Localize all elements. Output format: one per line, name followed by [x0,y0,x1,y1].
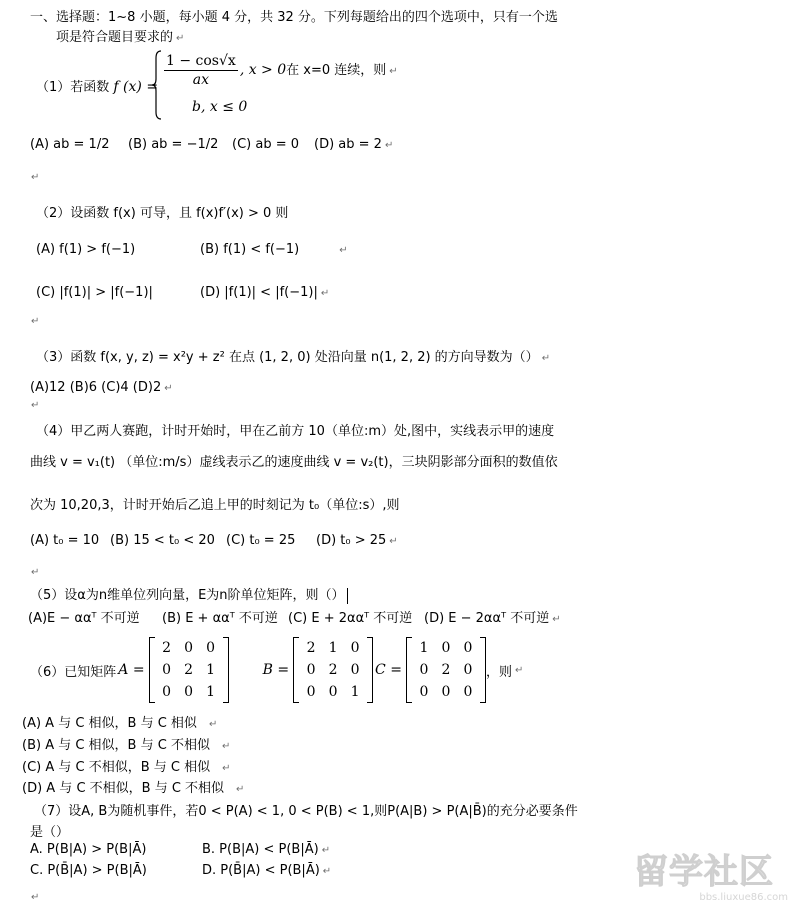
q3-options-text: (A)12 (B)6 (C)4 (D)2 [30,380,162,395]
matrix-a [149,637,229,703]
matrix-a-cell: 2 [184,662,194,678]
paragraph-mark: ↵ [236,784,245,795]
q3-text: （3）函数 f(x, y, z) = x²y + z² 在点 (1, 2, 0) 处沿向量 n(1, 2, 2) 的方向导数为（） [36,350,539,365]
q7-line-2-text: 是（） [30,825,70,840]
q7-stem-line-1 [34,800,578,819]
q4-option-b-text: (B) 15 < t₀ < 20 [110,533,215,548]
matrix-a-cell: 1 [206,662,216,678]
matrix-b-cell: 0 [328,684,338,700]
heading-line-2: 项是符合题目要求的 [56,30,174,45]
q4-option-c [226,533,295,548]
q1-fraction-numerator: 1 − cos√x [166,53,236,69]
q1-case-1 [162,52,398,89]
q6-matrix-c-name: C = [375,662,402,678]
q4-stem-line-3 [30,494,399,513]
paragraph-mark: ↵ [164,383,173,394]
q7-option-a [30,842,146,857]
q1-fraction [164,52,238,89]
q4-line-1-text: （4）甲乙两人赛跑，计时开始时，甲在乙前方 10（单位:m）处,图中，实线表示甲的速度 [36,424,555,439]
matrix-b-cell: 1 [328,640,338,656]
paragraph-mark: ↵ [31,400,40,411]
site-watermark-logo [634,852,792,910]
q6-option-d [22,777,244,796]
q5-option-d [424,607,561,626]
q1-case-2 [192,99,247,115]
q7-line-1-text: （7）设A, B为随机事件，若0 < P(A) < 1, 0 < P(B) < 1,则P(A|B) > P(A|B̄)的充分必要条件 [34,804,578,819]
matrix-c-cell: 0 [441,640,451,656]
matrix-b-cell: 2 [306,640,316,656]
matrix-b-cell: 0 [306,662,316,678]
q1-option-d [314,137,393,152]
matrix-b-row [300,659,366,681]
q6-stem [30,636,523,704]
q2-option-c-text: (C) |f(1)| > |f(−1)| [36,285,153,300]
paragraph-mark: ↵ [31,172,40,183]
q2-option-b-text: (B) f(1) < f(−1) [200,242,300,257]
q6-option-a-text: (A) A 与 C 相似，B 与 C 相似 [22,716,197,731]
q1-option-b [128,137,218,152]
section-heading-cont [56,26,184,45]
q2-option-d [200,285,329,300]
matrix-c-cell: 1 [419,640,429,656]
q6-option-b [22,734,230,753]
matrix-b [293,637,373,703]
q7-option-b [202,842,330,857]
paragraph-mark: ↵ [208,719,218,730]
q5-option-a-text: (A)E − ααᵀ 不可逆 [28,611,140,626]
matrix-a-row [156,659,222,681]
text-cursor [347,588,348,604]
q7-option-c [30,863,147,878]
q1-option-a-text: (A) ab = 1/2 [30,137,110,152]
q5-option-d-text: (D) E − 2ααᵀ 不可逆 [424,611,550,626]
q6-option-c [22,756,231,775]
q7-option-d [202,863,331,878]
q4-option-d-text: (D) t₀ > 25 [316,533,387,548]
q2-option-a-text: (A) f(1) > f(−1) [36,242,136,257]
matrix-b-cell: 0 [350,640,360,656]
q5-stem [30,584,348,604]
paragraph-mark: ↵ [222,763,231,774]
matrix-b-cell: 1 [350,684,360,700]
paragraph-mark: ↵ [339,245,348,256]
q4-option-a-text: (A) t₀ = 10 [30,533,100,548]
q3-stem [36,346,550,365]
q1-tail: 在 x=0 连续，则 [286,63,387,78]
q2-option-a [36,242,135,257]
q1-option-c-text: (C) ab = 0 [232,137,299,152]
matrix-c-cell: 0 [463,684,473,700]
matrix-c [406,637,486,703]
q6-matrix-a-name: A = [118,662,145,678]
matrix-c-cell: 0 [463,662,473,678]
q5-option-b-text: (B) E + ααᵀ 不可逆 [162,611,278,626]
q1-func: f (x) = [113,79,159,95]
matrix-b-cell: 0 [306,684,316,700]
paragraph-mark: ↵ [176,33,185,44]
q1-case-2-text: b, x ≤ 0 [192,99,248,115]
q1-option-c [232,137,299,152]
q6-matrix-b-name: B = [262,662,290,678]
matrix-a-cell: 0 [184,640,194,656]
matrix-a-cell: 0 [184,684,194,700]
paragraph-mark: ↵ [389,536,398,547]
q3-options [30,380,173,395]
q1-stem [36,76,158,95]
matrix-c-row [413,659,479,681]
q4-stem-line-1 [36,420,554,439]
q1-option-b-text: (B) ab = −1/2 [128,137,219,152]
paragraph-mark: ↵ [389,66,398,77]
q5-option-c-text: (C) E + 2ααᵀ 不可逆 [288,611,413,626]
q2-text: （2）设函数 f(x) 可导，且 f(x)f′(x) > 0 则 [36,206,289,221]
paragraph-mark: ↵ [31,567,40,578]
q1-label: （1）若函数 [36,80,110,95]
q6-tail: ，则 [485,664,512,680]
matrix-a-row [156,681,222,703]
q7-stem-line-2 [30,821,69,840]
q1-case-1-condition: , x > 0 [239,62,287,78]
q6-option-d-text: (D) A 与 C 不相似，B 与 C 不相似 [22,781,225,796]
q6-label: （6）已知矩阵 [30,664,117,680]
matrix-c-cell: 0 [441,684,451,700]
q4-option-c-text: (C) t₀ = 25 [226,533,296,548]
matrix-a-cell: 0 [206,640,216,656]
q5-option-c [288,607,412,626]
paragraph-mark: ↵ [31,892,40,903]
q2-option-b [200,242,348,257]
q1-option-a [30,137,109,152]
watermark-title: 留学社区 [634,852,774,892]
q7-option-b-text: B. P(B|A) < P(B|Ā) [202,842,319,857]
matrix-c-cell: 0 [419,684,429,700]
q7-option-a-text: A. P(B|A) > P(B|Ā) [30,842,147,857]
paragraph-mark: ↵ [384,140,394,151]
q2-option-d-text: (D) |f(1)| < |f(−1)| [200,285,318,300]
matrix-a-cell: 0 [162,684,172,700]
matrix-c-cell: 0 [463,640,473,656]
q7-option-d-text: D. P(B̄|A) < P(B|Ā) [202,863,320,878]
paragraph-mark: ↵ [31,316,40,327]
matrix-c-row [413,681,479,703]
matrix-a-cell: 0 [162,662,172,678]
q2-option-c [36,285,153,300]
matrix-b-cell: 0 [350,662,360,678]
paragraph-mark: ↵ [221,741,231,752]
q1-fraction-denominator: ax [192,72,210,88]
heading-line-1: 一、选择题：1~8 小题，每小题 4 分，共 32 分。下列每题给出的四个选项中，只有一个选 [30,10,558,25]
q7-option-c-text: C. P(B̄|A) > P(B|Ā) [30,863,147,878]
matrix-a-row [156,637,222,659]
q5-option-a [28,607,140,626]
matrix-a-cell: 1 [206,684,216,700]
paragraph-mark: ↵ [552,614,561,625]
paragraph-mark: ↵ [541,353,551,364]
matrix-c-row [413,637,479,659]
paragraph-mark: ↵ [514,664,524,676]
matrix-c-cell: 0 [419,662,429,678]
q4-line-3-text: 次为 10,20,3，计时开始后乙追上甲的时刻记为 t₀（单位:s）,则 [30,498,400,513]
paragraph-mark: ↵ [322,866,332,877]
q5-option-b [162,607,278,626]
paragraph-mark: ↵ [320,288,330,299]
section-heading [30,6,558,25]
q6-option-a [22,712,217,731]
matrix-b-row [300,637,366,659]
q6-option-b-text: (B) A 与 C 相似，B 与 C 不相似 [22,738,210,753]
matrix-b-cell: 2 [328,662,338,678]
q4-stem-line-2 [30,451,558,470]
q1-option-d-text: (D) ab = 2 [314,137,382,152]
matrix-c-cell: 2 [441,662,451,678]
matrix-a-cell: 2 [162,640,172,656]
q2-stem [36,202,288,221]
q4-option-b [110,533,215,548]
piecewise-brace [152,50,162,120]
watermark-url: bbs.liuxue86.com [699,892,788,903]
q4-line-2-text: 曲线 v = v₁(t) （单位:m/s）虚线表示乙的速度曲线 v = v₂(t)，三块阴影部分面积的数值依 [30,455,558,470]
q4-option-a [30,533,99,548]
q6-option-c-text: (C) A 与 C 不相似，B 与 C 相似 [22,760,211,775]
paragraph-mark: ↵ [321,845,331,856]
q5-text: （5）设α为n维单位列向量，E为n阶单位矩阵，则（） [30,588,345,603]
q4-option-d [316,533,398,548]
matrix-b-row [300,681,366,703]
